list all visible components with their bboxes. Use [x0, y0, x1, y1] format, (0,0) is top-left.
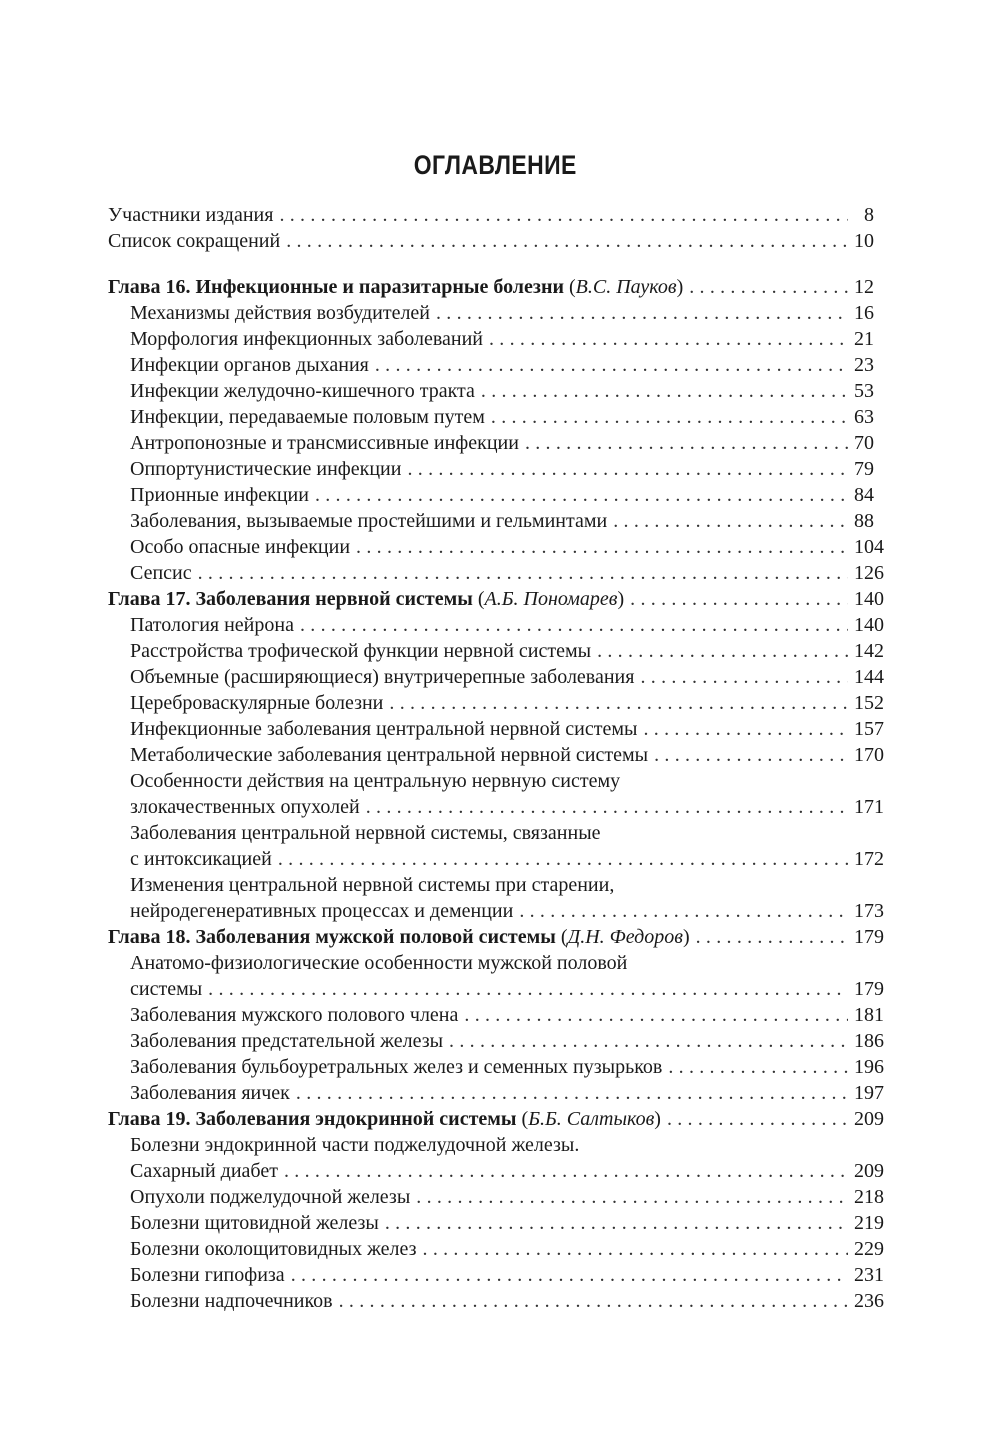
toc-page-number: 179 [854, 926, 884, 948]
dot-leader [423, 1236, 848, 1262]
section-entry[interactable] [108, 742, 884, 768]
section-label: Патология нейрона [130, 614, 294, 636]
toc-page-number: 229 [854, 1238, 884, 1260]
section-label: Болезни околощитовидных желез [130, 1238, 417, 1260]
section-label: Оппортунистические инфекции [130, 458, 402, 480]
dot-leader [668, 1054, 848, 1080]
chapter-author: В.С. Пауков [575, 276, 677, 298]
toc-page-number: 236 [854, 1290, 884, 1312]
chapter-title: Глава 19. Заболевания эндокринной системы [108, 1108, 517, 1130]
chapter-heading[interactable] [108, 924, 884, 950]
chapter-title: Глава 18. Заболевания мужской половой системы [108, 926, 556, 948]
toc-page-number: 181 [854, 1004, 884, 1026]
section-label: Заболевания центральной нервной системы, связанные [130, 822, 601, 844]
section-entry[interactable] [108, 560, 884, 586]
toc-entry-label: Список сокращений [108, 230, 281, 252]
section-entry[interactable] [108, 534, 884, 560]
section-entry[interactable] [108, 1236, 884, 1262]
section-entry[interactable] [108, 1184, 884, 1210]
section-entry[interactable] [108, 1262, 884, 1288]
table-of-contents [108, 202, 874, 254]
section-entry[interactable] [108, 300, 874, 326]
section-label: Опухоли поджелудочной железы [130, 1186, 411, 1208]
section-label: Сахарный диабет [130, 1160, 278, 1182]
toc-page-number: 140 [854, 588, 884, 610]
section-entry[interactable] [108, 612, 884, 638]
dot-leader [278, 846, 848, 872]
toc-page-number: 12 [854, 276, 874, 298]
dot-leader [597, 638, 848, 664]
section-entry[interactable] [108, 794, 884, 820]
toc-page-number: 179 [854, 978, 884, 1000]
document-page [108, 150, 884, 1314]
section-label: Особо опасные инфекции [130, 536, 351, 558]
dot-leader [489, 326, 848, 352]
section-label: Болезни гипофиза [130, 1264, 285, 1286]
toc-page-number: 8 [864, 204, 874, 226]
section-label: Инфекционные заболевания центральной нервной системы [130, 718, 638, 740]
chapter-heading-label: Глава 17. Заболевания нервной системы (А.Б. Пономарев) [108, 588, 625, 610]
toc-page-number: 104 [854, 536, 884, 558]
chapter-heading-label: Глава 18. Заболевания мужской половой системы (Д.Н. Федоров) [108, 926, 690, 948]
dot-leader [339, 1288, 848, 1314]
section-entry[interactable] [108, 846, 884, 872]
section-entry[interactable] [108, 1002, 884, 1028]
chapter-heading[interactable] [108, 586, 884, 612]
dot-leader [449, 1028, 848, 1054]
section-label: Механизмы действия возбудителей [130, 302, 430, 324]
section-label: Изменения центральной нервной системы при старении, [130, 874, 615, 896]
section-label: Болезни эндокринной части поджелудочной железы. [130, 1134, 580, 1156]
toc-page-number: 10 [854, 230, 874, 252]
section-label: Заболевания предстательной железы [130, 1030, 444, 1052]
toc-page-number: 173 [854, 900, 884, 922]
toc-page-number: 70 [854, 432, 874, 454]
toc-page-number: 142 [854, 640, 884, 662]
section-label: Метаболические заболевания центральной нервной системы [130, 744, 649, 766]
section-label: Особенности действия на центральную нервную систему [130, 770, 621, 792]
section-entry[interactable] [108, 326, 874, 352]
toc-page-number: 53 [854, 380, 874, 402]
section-label: Антропонозные и трансмиссивные инфекции [130, 432, 519, 454]
toc-page-number: 209 [854, 1160, 884, 1182]
chapter-author: А.Б. Пономарев [484, 588, 618, 610]
toc-page-number: 140 [854, 614, 884, 636]
toc-entry-label: Участники издания [108, 204, 274, 226]
section-entry[interactable] [108, 430, 874, 456]
section-label: Заболевания, вызываемые простейшими и гельминтами [130, 510, 608, 532]
section-entry[interactable] [108, 508, 874, 534]
section-entry[interactable] [108, 1158, 884, 1184]
dot-leader [198, 560, 848, 586]
section-entry-line[interactable] [108, 1132, 874, 1158]
dot-leader [389, 690, 848, 716]
toc-page-number: 170 [854, 744, 884, 766]
dot-leader [667, 1106, 848, 1132]
section-label: нейродегенеративных процессах и деменции [130, 900, 514, 922]
toc-page-number: 152 [854, 692, 884, 714]
section-entry[interactable] [108, 352, 874, 378]
dot-leader [416, 1184, 848, 1210]
section-label: Инфекции желудочно-кишечного тракта [130, 380, 475, 402]
chapter-author: Д.Н. Федоров [567, 926, 683, 948]
section-entry[interactable] [108, 456, 874, 482]
section-entry-line[interactable] [108, 768, 874, 794]
toc-page-number: 197 [854, 1082, 884, 1104]
section-entry[interactable] [108, 716, 884, 742]
dot-leader [296, 1080, 848, 1106]
section-label: Заболевания бульбоуретральных желез и семенных пузырьков [130, 1056, 663, 1078]
chapter-heading-label: Глава 19. Заболевания эндокринной системы (Б.Б. Салтыков) [108, 1108, 661, 1130]
chapter-heading[interactable] [108, 274, 874, 300]
section-entry[interactable] [108, 898, 884, 924]
chapter-author: Б.Б. Салтыков [528, 1108, 655, 1130]
dot-leader [519, 898, 848, 924]
section-entry[interactable] [108, 976, 884, 1002]
toc-page-number: 171 [854, 796, 884, 818]
section-entry[interactable] [108, 638, 884, 664]
dot-leader [375, 352, 848, 378]
section-entry[interactable] [108, 690, 884, 716]
toc-page-number: 63 [854, 406, 874, 428]
section-label: Заболевания мужского полового члена [130, 1004, 459, 1026]
chapter-title: Глава 16. Инфекционные и паразитарные болезни [108, 276, 564, 298]
section-label: Болезни надпочечников [130, 1290, 333, 1312]
toc-page-number: 23 [854, 354, 874, 376]
dot-leader [464, 1002, 848, 1028]
dot-leader [315, 482, 848, 508]
section-entry[interactable] [108, 1288, 884, 1314]
dot-leader [654, 742, 848, 768]
toc-page-number: 196 [854, 1056, 884, 1078]
toc-page-number: 21 [854, 328, 874, 350]
dot-leader [356, 534, 848, 560]
chapter-heading-label: Глава 16. Инфекционные и паразитарные болезни (В.С. Пауков) [108, 276, 684, 298]
dot-leader [525, 430, 848, 456]
chapter-heading[interactable] [108, 1106, 884, 1132]
section-label: Инфекции, передаваемые половым путем [130, 406, 485, 428]
dot-leader [300, 612, 848, 638]
toc-entry[interactable] [108, 228, 874, 254]
toc-page-number: 84 [854, 484, 874, 506]
dot-leader [689, 274, 848, 300]
toc-page-number: 16 [854, 302, 874, 324]
section-label: Болезни щитовидной железы [130, 1212, 379, 1234]
section-label: с интоксикацией [130, 848, 272, 870]
section-entry[interactable] [108, 1054, 884, 1080]
toc-page-number: 157 [854, 718, 884, 740]
section-label: Анатомо-физиологические особенности мужской половой [130, 952, 628, 974]
toc-page-number: 218 [854, 1186, 884, 1208]
toc-page-number: 172 [854, 848, 884, 870]
dot-leader [436, 300, 848, 326]
section-label: Прионные инфекции [130, 484, 309, 506]
dot-leader [643, 716, 848, 742]
section-entry-line[interactable] [108, 950, 874, 976]
chapter-title: Глава 17. Заболевания нервной системы [108, 588, 473, 610]
dot-leader [491, 404, 848, 430]
dot-leader [291, 1262, 848, 1288]
section-entry-line[interactable] [108, 872, 874, 898]
section-label: Заболевания яичек [130, 1082, 290, 1104]
section-entry-line[interactable] [108, 820, 874, 846]
toc-page-number: 79 [854, 458, 874, 480]
dot-leader [613, 508, 848, 534]
section-label: Морфология инфекционных заболеваний [130, 328, 483, 350]
toc-page-number: 219 [854, 1212, 884, 1234]
section-entry[interactable] [108, 1210, 884, 1236]
section-label: злокачественных опухолей [130, 796, 360, 818]
dot-leader [279, 202, 848, 228]
dot-leader [640, 664, 848, 690]
dot-leader [208, 976, 848, 1002]
toc-page-number: 144 [854, 666, 884, 688]
chapter-list [108, 274, 884, 1314]
section-label: Расстройства трофической функции нервной системы [130, 640, 592, 662]
toc-page-number: 186 [854, 1030, 884, 1052]
page-title: ОГЛАВЛЕНИЕ [413, 150, 577, 180]
dot-leader [385, 1210, 848, 1236]
dot-leader [407, 456, 848, 482]
section-entry[interactable] [108, 664, 884, 690]
section-entry[interactable] [108, 1028, 884, 1054]
section-label: Инфекции органов дыхания [130, 354, 369, 376]
dot-leader [284, 1158, 848, 1184]
section-label: Цереброваскулярные болезни [130, 692, 384, 714]
toc-page-number: 209 [854, 1108, 884, 1130]
dot-leader [366, 794, 848, 820]
toc-entry[interactable] [108, 202, 874, 228]
section-entry[interactable] [108, 404, 874, 430]
section-entry[interactable] [108, 1080, 884, 1106]
toc-page-number: 231 [854, 1264, 884, 1286]
dot-leader [630, 586, 848, 612]
dot-leader [481, 378, 848, 404]
section-label: системы [130, 978, 203, 1000]
section-label: Объемные (расширяющиеся) внутричерепные заболевания [130, 666, 635, 688]
toc-page-number: 88 [854, 510, 874, 532]
dot-leader [286, 228, 848, 254]
toc-page-number: 126 [854, 562, 884, 584]
section-label: Сепсис [130, 562, 192, 584]
dot-leader [696, 924, 848, 950]
section-entry[interactable] [108, 482, 874, 508]
section-entry[interactable] [108, 378, 874, 404]
